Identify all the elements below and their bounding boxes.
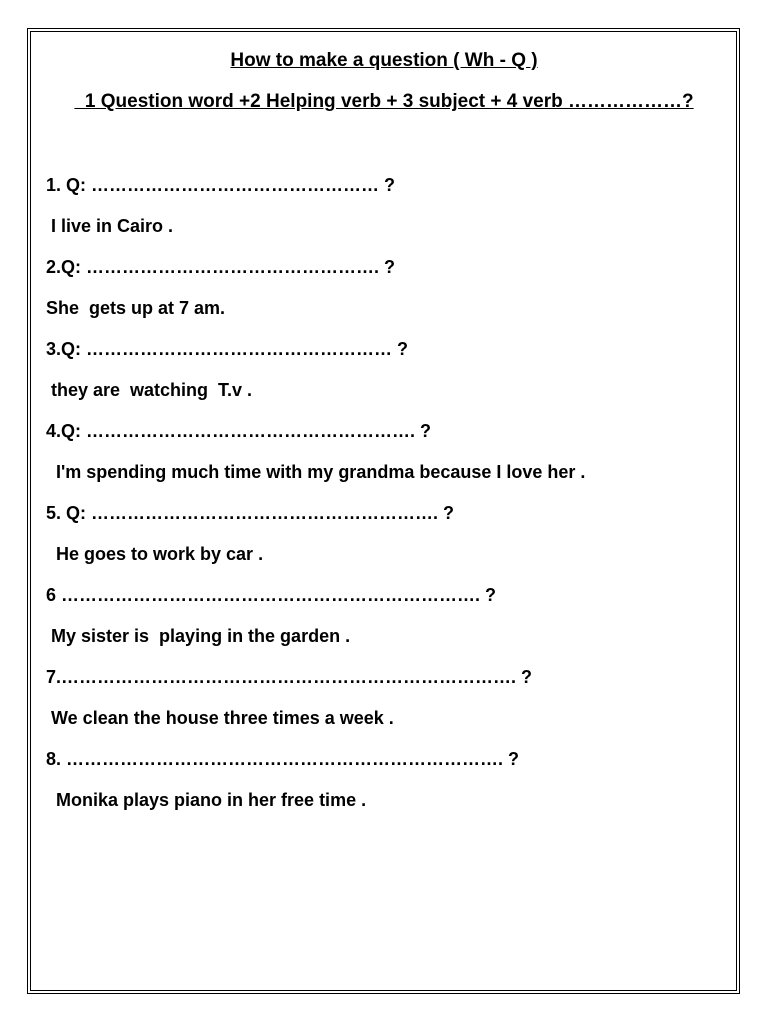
question-3: 3.Q: …………………………………………… ?: [46, 339, 409, 359]
question-7: 7.…………………………………………………………………. ?: [46, 667, 533, 687]
answer-8: Monika plays piano in her free time .: [46, 790, 367, 810]
answer-4: I'm spending much time with my grandma because I love her .: [46, 462, 586, 482]
worksheet-title: How to make a question ( Wh - Q ): [230, 50, 538, 71]
answer-7: We clean the house three times a week .: [46, 708, 394, 728]
answer-5: He goes to work by car .: [46, 544, 264, 564]
question-formula: 1 Question word +2 Helping verb + 3 subject + 4 verb ………………?: [74, 91, 694, 112]
question-1: 1. Q: ………………………………………… ?: [46, 175, 396, 195]
answer-3: they are watching T.v .: [46, 380, 253, 400]
answer-6: My sister is playing in the garden .: [46, 626, 351, 646]
question-2: 2.Q: …………………………………………. ?: [46, 257, 396, 277]
answer-1: I live in Cairo .: [46, 216, 174, 236]
question-5: 5. Q: …………………………………………………. ?: [46, 503, 455, 523]
question-4: 4.Q: ………………………………………………. ?: [46, 421, 432, 441]
question-8: 8. ………………………………………………………………. ?: [46, 749, 520, 769]
answer-2: She gets up at 7 am.: [46, 298, 226, 318]
question-6: 6 ……………………………………………………………. ?: [46, 585, 497, 605]
